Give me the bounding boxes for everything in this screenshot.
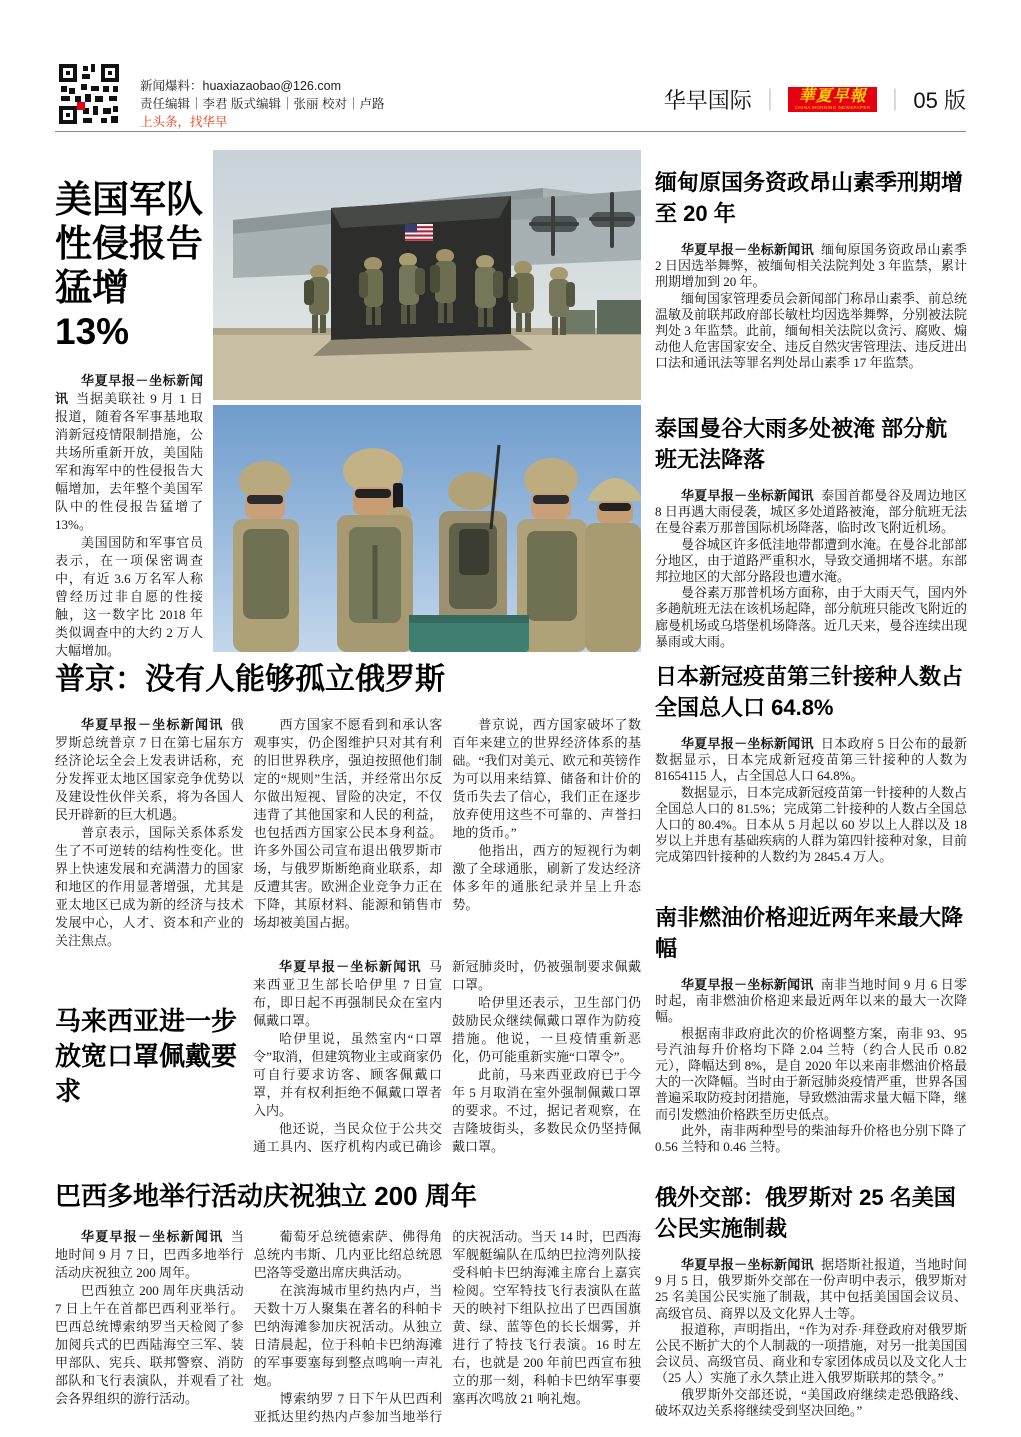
paragraph: 缅甸国家管理委员会新闻部门称昂山素季、前总统温敏及前联邦政府部长敏杜均因选举舞弊，分别被法院判处 3 年监禁。此前，缅甸相关法院以贪污、腐败、煽动他人危害国家安全、违反自然灾害管理法、违反进出口法和通讯法等罪名判处昂山素季 17 年监禁。 (655, 290, 968, 371)
headline: 普京：没有人能够孤立俄罗斯 (55, 663, 445, 696)
paragraph: 华夏早报－坐标新闻讯 日本政府 5 日公布的最新数据显示，日本完成新冠疫苗第三针接种的人数为 81654115 人，占全国总人口 64.8%。 (655, 736, 967, 784)
paragraph: 俄罗斯外交部还说，“美国政府继续走恐俄路线、破坏双边关系将继续受到坚决回绝。” (655, 1386, 967, 1418)
page-number: 05 版 (913, 88, 966, 113)
section-title: 华早国际 (663, 88, 752, 113)
article-us-military-sexual-assault (55, 150, 203, 658)
masthead-logo (788, 87, 878, 112)
article-malaysia-masks (55, 958, 641, 1156)
headline: 泰国曼谷大雨多处被淹 部分航班无法降落 (655, 416, 948, 472)
slogan: 上头条，找华早 (140, 115, 228, 129)
headline: 俄外交部：俄罗斯对 25 名美国公民实施制裁 (655, 1185, 956, 1241)
editors-line: 责任编辑｜李君 版式编辑｜张丽 校对｜卢路 (140, 97, 385, 111)
header-divider (55, 131, 966, 132)
byline: 华夏早报－坐标新闻讯 (681, 977, 814, 992)
byline: 华夏早报－坐标新闻讯 (681, 488, 814, 503)
article-body (655, 242, 967, 372)
paragraph: 华夏早报－坐标新闻讯 泰国首都曼谷及周边地区 8 日再遇大雨侵袭，城区多处道路被淹，部分航班无法在曼谷素万那普国际机场降落，临时改飞附近机场。 (655, 488, 967, 536)
article-japan-vaccine (655, 662, 967, 866)
article-body (655, 977, 967, 1155)
byline: 华夏早报－坐标新闻讯 (55, 373, 203, 406)
masthead-title: 華夏早報 (798, 88, 867, 106)
header-right (664, 84, 966, 115)
paragraph: 华夏早报－坐标新闻讯 南非当地时间 9 月 6 日零时起，南非燃油价格迎来最近两年以来的最大一次降幅。 (655, 977, 967, 1025)
article-body (253, 958, 641, 1156)
paragraph: 此外，南非两种型号的柴油每升价格也分别下降了 0.56 兰特和 0.46 兰特。 (655, 1122, 968, 1155)
paragraph: 华夏早报－坐标新闻讯 当据美联社 9 月 1 日报道，随着各军事基地取消新冠疫情限制措施，公共场所重新开放，美国陆军和海军中的性侵报告大幅增加，去年整个美国军队中的性侵报告猛增了 13%。 (55, 373, 203, 532)
header-info (140, 77, 384, 131)
article-body (55, 716, 641, 950)
paragraph: 根据南非政府此次的价格调整方案，南非 93、95 号汽油每升价格均下降 2.04 兰特（约合人民币 0.82 元），降幅达到 8%，是自 2020 年以来南非燃油价格最大的一次降幅。当时由于新冠肺炎疫情严重，世界各国普遍采取防疫封闭措施，导致燃油需求量大幅下降，继而引发燃油价格跌至历史低点。 (655, 1025, 968, 1122)
article-thailand-bangkok-floods (655, 414, 967, 650)
headline: 马来西亚进一步放宽口罩佩戴要求 (55, 1006, 238, 1106)
article-body (655, 1257, 967, 1419)
photo-soldiers-boarding-cargo-plane (213, 150, 641, 400)
article-body (55, 372, 203, 660)
byline: 华夏早报－坐标新闻讯 (681, 1257, 814, 1272)
photo-soldiers-group-on-phone (213, 405, 641, 652)
paragraph: 普京表示，国际关系体系发生了不可逆转的结构性变化。世界上快速发展和充满潜力的国家和地区的作用显著增强，尤其是亚太地区已成为新的经济与技术发展中心，人才、资本和产业的关注焦点。 (55, 825, 244, 948)
paragraph: 曼谷城区许多低洼地带都遭到水淹。在曼谷北部部分地区，由于道路严重积水，导致交通拥堵不堪。东部邦拉地区的大部分路段也遭水淹。 (655, 536, 968, 585)
paragraph: 普京说，西方国家破坏了数百年来建立的世界经济体系的基础。“我们对美元、欧元和英镑作为可以用来结算、储备和计价的货币失去了信心，我们正在逐步放弃使用这些不可靠的、声誉扫地的货币。” (452, 717, 641, 840)
paragraph: 华夏早报－坐标新闻讯 据塔斯社报道，当地时间 9 月 5 日，俄罗斯外交部在一份声明中表示，俄罗斯对 25 名美国公民实施了制裁，其中包括美国国会议员、高级官员、商界以及文化界人士等。 (655, 1257, 967, 1321)
paragraph: 哈伊里说，虽然室内“口罩令”取消，但建筑物业主或商家仍可自行要求访客、顾客佩戴口罩，并有权利拒绝不佩戴口罩者入内。 (253, 1031, 442, 1118)
article-body (655, 488, 967, 650)
byline: 华夏早报－坐标新闻讯 (279, 959, 422, 974)
headline: 巴西多地举行活动庆祝独立 200 周年 (55, 1181, 477, 1211)
header-separator: ｜ (763, 88, 777, 113)
byline: 华夏早报－坐标新闻讯 (81, 1229, 224, 1244)
header-separator: ｜ (888, 88, 903, 113)
paragraph: 巴西独立 200 周年庆典活动 7 日上午在首都巴西利亚举行。巴西总统博索纳罗当天检阅了参加阅兵式的巴西陆海空三军、装甲部队、宪兵、联邦警察、消防部队和飞行表演队，并观看了社会各界组织的游行活动。 (55, 1283, 244, 1406)
paragraph: 此前，马来西亚政府已于今年 5 月取消在室外强制佩戴口罩的要求。不过，据记者观察，在吉隆坡街头，多数民众仍坚持佩戴口罩。 (452, 1067, 641, 1154)
byline: 华夏早报－坐标新闻讯 (81, 717, 224, 732)
paragraph: 在滨海城市里约热内卢，当天数十万人聚集在著名的科帕卡巴纳海滩参加庆祝活动。从独立日清晨起，位于科帕卡巴纳海滩的军事要塞每到整点鸣响一声礼炮。 (253, 1283, 443, 1388)
headline: 南非燃油价格迎近两年来最大降幅 (655, 905, 964, 961)
paragraph: 博索纳罗 7 日下午从巴西利亚抵达里约热内卢参加当地举行的庆祝活动。当天 14 时，巴西海军舰艇编队在瓜纳巴拉湾列队接受科帕卡巴纳海滩主席台上嘉宾检阅。空军特技飞行表演队在蓝天的映衬下组队拉出了巴西国旗黄、绿、蓝等色的长长烟雾，并进行了特技飞行表演。16 时左右，也就是 200 年前巴西宣布独立的那一刻，科帕卡巴纳军事要塞再次鸣放 21 响礼炮。 (253, 1229, 641, 1424)
paragraph: 哈伊里还表示，卫生部门仍鼓励民众继续佩戴口罩作为防疫措施。他说，一旦疫情重新恶化，仍可能重新实施“口罩令”。 (452, 995, 641, 1064)
top-row (55, 150, 641, 658)
article-body (55, 1228, 641, 1426)
paragraph: 他指出，西方的短视行为刺激了全球通胀，刷新了发达经济体多年的通胀纪录并呈上升态势。 (452, 843, 641, 912)
masthead-subtitle: CHINA MORNING NEWSPAPER (794, 105, 871, 111)
byline: 华夏早报－坐标新闻讯 (681, 736, 814, 751)
paragraph: 美国国防和军事官员表示，在一项保密调查中，有近 3.6 万名军人称曾经历过非自愿的性接触，这一数字比 2018 年类似调查中的大约 2 万人大幅增加。 (55, 535, 203, 658)
paragraph: 西方国家不愿看到和承认客观事实，仍企图维护只对其有利的旧世界秩序，强迫按照他们制定的“规则”生活，并经常出尔反尔做出短视、冒险的决定，不仅违背了其他国家和人民的利益，也包括西方国家公民本身利益。许多外国公司宣布退出俄罗斯市场，与俄罗斯断绝商业联系，却反遭其害。欧洲企业竞争力正在下降，其原材料、能源和销售市场却被美国占据。 (253, 717, 443, 930)
paragraph: 数据显示，日本完成新冠疫苗第一针接种的人数占全国总人口的 81.5%；完成第二针接种的人数占全国总人口的 80.4%。日本从 5 月起以 60 岁以上人群以及 18 岁以上并患有基础疾病的人群为第四针接种对象，目前完成第四针接种的人数约为 2845.4 万人。 (655, 784, 968, 865)
headline: 日本新冠疫苗第三针接种人数占全国总人口 64.8% (655, 664, 964, 720)
news-tipline: 新闻爆料：huaxiazaobao@126.com (140, 79, 341, 93)
article-brazil-independence (55, 1178, 641, 1426)
main-content-area (55, 150, 641, 1426)
paragraph: 华夏早报－坐标新闻讯 马来西亚卫生部长哈伊里 7 日宣布，即日起不再强制民众在室内佩戴口罩。 (253, 959, 442, 1028)
headline: 美国军队性侵报告猛增 13% (55, 179, 203, 352)
paragraph: 葡萄牙总统德索萨、佛得角总统内韦斯、几内亚比绍总统恩巴洛等受邀出席庆典活动。 (253, 1229, 443, 1280)
headline: 缅甸原国务资政昂山素季刑期增至 20 年 (655, 170, 964, 226)
article-south-africa-fuel (655, 903, 967, 1155)
article-putin-russia (55, 660, 641, 950)
qr-code (57, 62, 121, 126)
article-russia-sanctions (655, 1183, 967, 1419)
paragraph: 报道称，声明指出，“作为对乔·拜登政府对俄罗斯公民不断扩大的个人制裁的一项措施，对另一批美国国会议员、高级官员、商业和专家团体成员以及文化人士（25 人）实施了永久禁止进入俄罗斯联邦的禁令。” (655, 1321, 968, 1386)
paragraph: 曼谷素万那普机场方面称，由于大雨天气，国内外多趟航班无法在该机场起降，部分航班只能改飞附近的廊曼机场或乌塔堡机场降落。近几天来，曼谷连续出现暴雨或大雨。 (655, 585, 968, 649)
paragraph: 华夏早报－坐标新闻讯 缅甸原国务资政昂山素季 2 日因选举舞弊，被缅甸相关法院判处 3 年监禁，累计刑期增加到 20 年。 (655, 242, 967, 290)
paragraph: 他还说，当民众位于公共交通工具内、医疗机构内或已确诊新冠肺炎时，仍被强制要求佩戴口罩。 (253, 959, 641, 1154)
article-myanmar-suukyi (655, 168, 967, 372)
byline: 华夏早报－坐标新闻讯 (681, 242, 814, 257)
article-body (655, 736, 967, 866)
paragraph: 华夏早报－坐标新闻讯 当地时间 9 月 7 日，巴西多地举行活动庆祝独立 200 周年。 (55, 1229, 244, 1280)
photo-column (213, 150, 641, 652)
paragraph: 华夏早报－坐标新闻讯 俄罗斯总统普京 7 日在第七届东方经济论坛全会上发表讲话称，充分发挥亚太地区国家竞争优势以及建设性伙伴关系，将为各国人民开辟新的巨大机遇。 (55, 717, 244, 822)
